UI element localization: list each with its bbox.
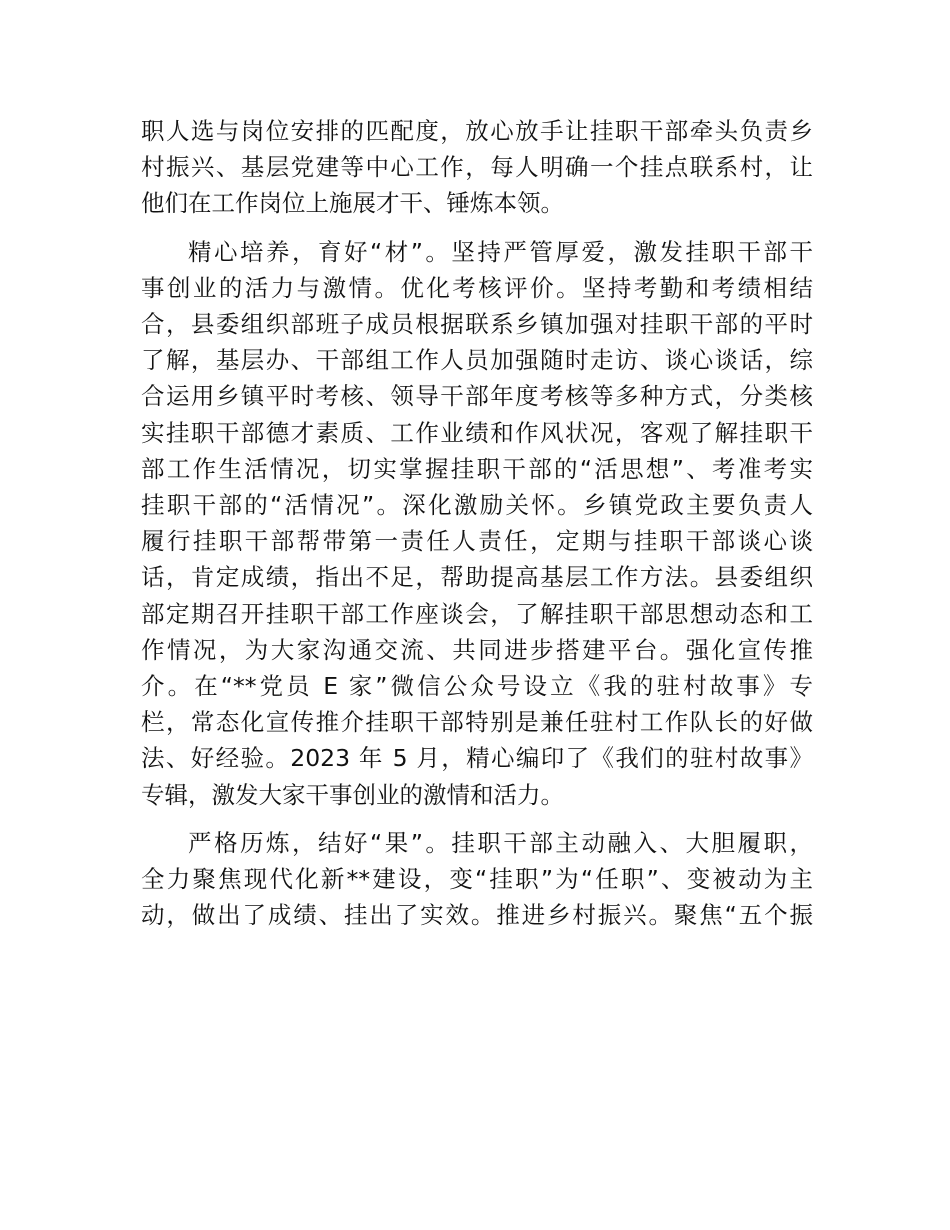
text-line: 他们在工作岗位上施展才干、锤炼本领。 — [141, 189, 564, 218]
text-line: 职人选与岗位安排的匹配度，放心放手让挂职干部牵头负责乡 — [141, 117, 813, 145]
document-body — [141, 113, 813, 945]
paragraph-2 — [141, 234, 813, 813]
text-line: 介。在“**党员 E 家”微信公众号设立《我的驻村故事》专 — [141, 672, 813, 701]
text-line: 严格历炼，结好“果”。挂职干部主动融入、大胆履职， — [188, 828, 813, 857]
text-line: 村振兴、基层党建等中心工作，每人明确一个挂点联系村，让 — [141, 153, 813, 182]
text-line: 专辑，激发大家干事创业的激情和活力。 — [141, 780, 564, 809]
text-line: 合，县委组织部班子成员根据联系乡镇加强对挂职干部的平时 — [141, 310, 813, 339]
text-line: 合运用乡镇平时考核、领导干部年度考核等多种方式，分类核 — [141, 382, 813, 411]
text-line: 全力聚焦现代化新**建设，变“挂职”为“任职”、变被动为主 — [141, 865, 813, 894]
text-line: 话，肯定成绩，指出不足，帮助提高基层工作方法。县委组织 — [141, 563, 813, 592]
paragraph-3 — [141, 825, 813, 934]
text-line: 事创业的活力与激情。优化考核评价。坚持考勤和考绩相结 — [141, 273, 813, 302]
text-line: 履行挂职干部帮带第一责任人责任，定期与挂职干部谈心谈 — [141, 527, 813, 556]
text-line: 作情况，为大家沟通交流、共同进步搭建平台。强化宣传推 — [141, 635, 813, 664]
text-line: 挂职干部的“活情况”。深化激励关怀。乡镇党政主要负责人 — [141, 491, 813, 520]
text-line: 实挂职干部德才素质、工作业绩和作风状况，客观了解挂职干 — [141, 418, 813, 447]
text-line: 了解，基层办、干部组工作人员加强随时走访、谈心谈话，综 — [141, 346, 813, 375]
text-line: 法、好经验。2023 年 5 月，精心编印了《我们的驻村故事》 — [141, 744, 813, 773]
text-line: 动，做出了成绩、挂出了实效。推进乡村振兴。聚焦“五个振 — [141, 901, 813, 930]
text-line: 栏，常态化宣传推介挂职干部特别是兼任驻村工作队长的好做 — [141, 708, 813, 737]
text-line: 部定期召开挂职干部工作座谈会，了解挂职干部思想动态和工 — [141, 599, 813, 628]
paragraph-1 — [141, 113, 813, 222]
text-line: 部工作生活情况，切实掌握挂职干部的“活思想”、考准考实 — [141, 454, 813, 483]
text-line: 精心培养，育好“材”。坚持严管厚爱，激发挂职干部干 — [188, 237, 813, 266]
